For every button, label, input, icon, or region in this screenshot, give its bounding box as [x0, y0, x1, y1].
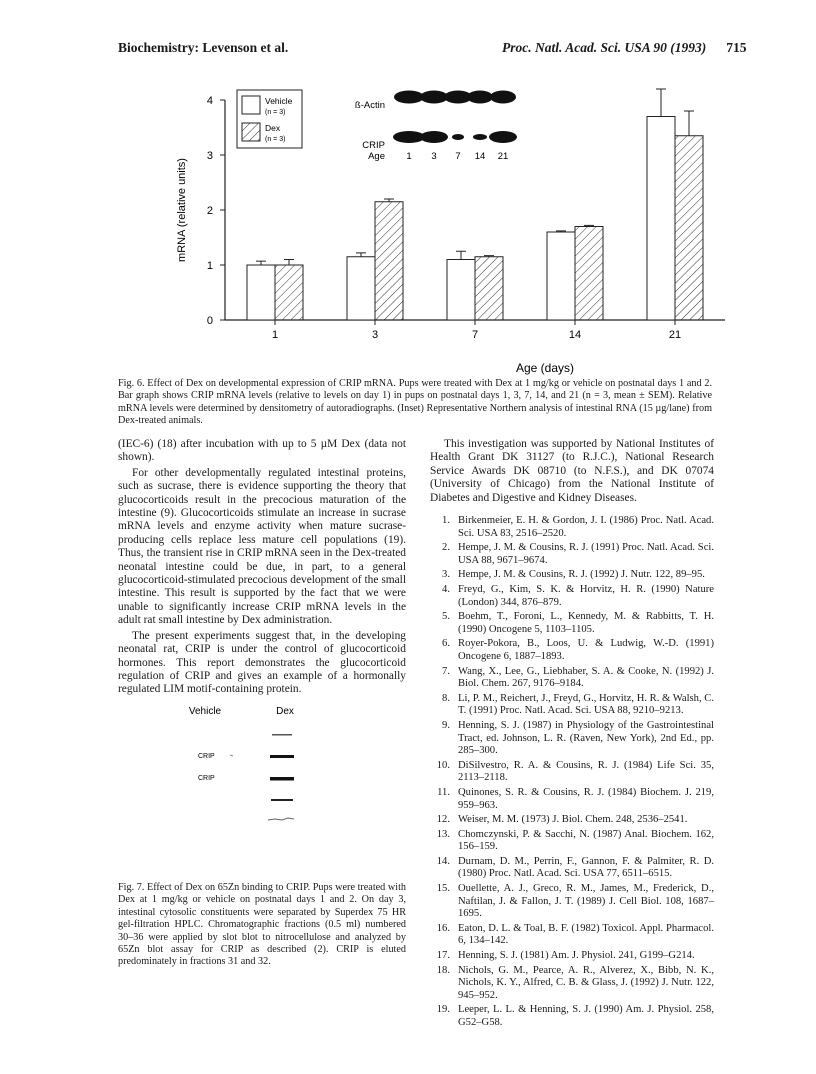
x-tick-label: 14 — [568, 329, 582, 341]
blot-col-dex: Dex — [276, 706, 294, 717]
running-header-left: Biochemistry: Levenson et al. — [118, 40, 289, 55]
reference-item — [430, 638, 714, 663]
legend-swatch — [242, 123, 260, 141]
reference-item — [430, 515, 714, 540]
reference-number: 9. — [442, 719, 450, 731]
reference-number: 5. — [442, 611, 450, 623]
reference-text: Royer-Pokora, B., Loos, U. & Ludwig, W.-D. (1991) Oncogene 6, 1887–1893. — [458, 638, 714, 662]
reference-number: 1. — [442, 515, 450, 527]
reference-text: Henning, S. J. (1981) Am. J. Physiol. 241, G199–G214. — [458, 950, 695, 962]
acknowledgment: This investigation was supported by National Institutes of Health Grant DK 31127 (to R.J.C.), National Research Service Awards DK 08710 (to N.F.S.), and DK 07074 (University of Chicago) from the National Institute of Diabetes and Digestive and Kidney Diseases. — [430, 438, 714, 504]
reference-number: 13. — [436, 828, 450, 840]
inset-crip-label: CRIP — [362, 140, 385, 151]
reference-item — [430, 856, 714, 881]
reference-item — [430, 720, 714, 758]
reference-text: Birkenmeier, E. H. & Gordon, J. I. (1986) Proc. Natl. Acad. Sci. USA 83, 2516–2520. — [458, 515, 714, 539]
journal-citation: Proc. Natl. Acad. Sci. USA 90 (1993) — [502, 40, 707, 55]
inset-lane-age: 3 — [431, 151, 437, 162]
inset-lane-age: 14 — [474, 151, 486, 162]
y-tick-label: 4 — [206, 95, 213, 107]
body-paragraph: The present experiments suggest that, in the developing neonatal rat, CRIP is under the control of glucocorticoid hormones. This report demonstrates the glucocorticoid regulation of CRIP and gives an example of a hormonally regulated LIM motif-containing protein. — [118, 629, 406, 696]
crip-band — [473, 134, 487, 140]
inset-lane-age: 1 — [406, 151, 412, 162]
reference-number: 19. — [436, 1004, 450, 1016]
legend-n-label: (n = 3) — [265, 136, 286, 143]
reference-text: Henning, S. J. (1987) in Physiology of the Gastrointestinal Tract, ed. Johnson, L. R. (Raven, New York), 2nd Ed., pp. 285–300. — [458, 719, 714, 757]
reference-number: 18. — [436, 964, 450, 976]
actin-band — [420, 91, 448, 104]
x-axis-label: Age (days) — [515, 361, 575, 375]
actin-band — [490, 91, 516, 104]
reference-list — [430, 515, 714, 1030]
bar-vehicle — [247, 265, 275, 320]
reference-item — [430, 829, 714, 854]
figure-6-caption: Fig. 6. Effect of Dex on developmental expression of CRIP mRNA. Pups were treated with Dex at 1 mg/kg or vehicle on postnatal days 1 and 2. Bar graph shows CRIP mRNA levels (relative to levels on day 1) in pups on postnatal days 1, 3, 7, 14, and 21 (n = 3, mean ± SEM). Relative mRNA levels were determined by densitometry of autoradiographs. (Inset) Representative Northern analysis of intestinal RNA (15 µg/lane) from Dex-treated animals. — [118, 378, 712, 427]
bar-dex — [275, 265, 303, 320]
reference-text: Quinones, S. R. & Cousins, R. J. (1984) Biochem. J. 219, 959–963. — [458, 786, 714, 811]
reference-number: 7. — [442, 665, 450, 677]
figure-7-caption: Fig. 7. Effect of Dex on 65Zn binding to CRIP. Pups were treated with Dex at 1 mg/kg or vehicle on postnatal days 1 and 2. On day 3, intestinal cytosolic constituents were separated by Superdex 75 HR gel-filtration HPLC. Chromatographic fractions (0.5 ml) numbered 30–36 were applied by slot blot to nitrocellulose and analyzed by 65Zn blot assay for CRIP as described (2). CRIP is eluted predominately in fractions 31 and 32. — [118, 882, 406, 968]
reference-text: Wang, X., Lee, G., Liebhaber, S. A. & Cooke, N. (1992) J. Biol. Chem. 267, 9176–9184. — [458, 665, 714, 690]
figure-6-bar-chart — [150, 70, 750, 400]
bar-vehicle — [447, 260, 475, 321]
bar-vehicle — [347, 257, 375, 320]
reference-number: 11. — [437, 786, 450, 798]
reference-text: Li, P. M., Reichert, J., Freyd, G., Horvitz, H. R. & Walsh, C. T. (1991) Proc. Natl. Acad. Sci. USA 88, 9210–9213. — [458, 692, 714, 717]
northern-blot-inset — [355, 91, 517, 163]
legend-n-label: (n = 3) — [265, 109, 286, 116]
vehicle-slot-faint — [230, 755, 233, 756]
bar-dex — [675, 136, 703, 320]
dex-slot-30 — [272, 734, 292, 736]
reference-item — [430, 814, 714, 827]
crip-band — [452, 134, 464, 140]
bar-dex — [375, 202, 403, 320]
reference-number: 8. — [442, 692, 450, 704]
legend-swatch — [242, 96, 260, 114]
reference-text: Boehm, T., Foroni, L., Kennedy, M. & Rabbitts, T. H. (1990) Oncogene 5, 1103–1105. — [458, 611, 714, 635]
page-number: 715 — [726, 40, 747, 55]
legend-label: Dex — [265, 123, 281, 133]
x-tick-label: 3 — [371, 329, 379, 341]
actin-band — [467, 91, 493, 104]
y-tick-label: 2 — [206, 205, 213, 217]
reference-text: Weiser, M. M. (1973) J. Biol. Chem. 248, 2536–2541. — [458, 814, 688, 826]
reference-number: 15. — [436, 883, 450, 895]
reference-item — [430, 666, 714, 691]
reference-item — [430, 950, 714, 963]
body-paragraph: For other developmentally regulated intestinal proteins, such as sucrase, there is evidence supporting the theory that glucocorticoids result in the precocious maturation of the intestine (9). Glucocorticoids stimulate an increase in sucrase mRNA levels and enzyme activity when mature sucrase-producing cells replace less mature cell populations (19). Thus, the transient rise in CRIP mRNA seen in the Dex-treated neonatal intestine could be due, in part, to a general glucocorticoid-stimulated precocious development of the small intestine. This result is supported by the fact that we were unable to significantly increase CRIP mRNA levels in the adult rat small intestine by Dex administration. — [118, 466, 406, 627]
y-tick-label: 0 — [206, 315, 213, 327]
bar-vehicle — [547, 232, 575, 320]
reference-number: 4. — [442, 584, 450, 595]
legend-label: Vehicle — [265, 96, 293, 106]
reference-item — [430, 569, 714, 582]
body-paragraph: (IEC-6) (18) after incubation with up to 5 µM Dex (data not shown). — [118, 438, 406, 464]
reference-item — [430, 923, 714, 948]
reference-number: 17. — [436, 950, 450, 962]
y-tick-label: 3 — [206, 150, 213, 162]
reference-text: Freyd, G., Kim, S. K. & Horvitz, H. R. (1990) Nature (London) 344, 876–879. — [458, 584, 714, 608]
bar-dex — [475, 257, 503, 320]
y-tick-label: 1 — [206, 260, 213, 272]
reference-text: Nichols, G. M., Pearce, A. R., Alverez, X., Bibb, N. K., Nichols, K. Y., Alfred, C. B. & Glass, J. (1992) J. Nutr. 122, 945–952. — [458, 964, 714, 1001]
reference-number: 12. — [436, 814, 450, 826]
reference-text: Durnam, D. M., Perrin, F., Gannon, F. & Palmiter, R. D. (1980) Proc. Natl. Acad. Sci. USA 77, 6511–6515. — [458, 855, 714, 880]
reference-number: 14. — [436, 855, 450, 867]
reference-item — [430, 693, 714, 718]
x-tick-label: 7 — [471, 329, 479, 341]
dex-slot-34 — [268, 818, 294, 820]
reference-number: 10. — [436, 759, 450, 771]
left-text-column — [118, 438, 406, 697]
reference-item — [430, 1004, 714, 1029]
reference-item — [430, 611, 714, 636]
reference-number: 6. — [442, 638, 450, 650]
actin-band — [394, 91, 424, 104]
reference-item — [430, 883, 714, 921]
crip-band — [420, 131, 448, 143]
reference-item — [430, 542, 714, 567]
x-tick-label: 1 — [271, 329, 279, 341]
reference-number: 3. — [442, 569, 450, 581]
bar-vehicle — [647, 117, 675, 321]
blot-row-label: CRIP — [198, 753, 215, 760]
right-text-column — [430, 438, 714, 1032]
reference-text: DiSilvestro, R. A. & Cousins, R. J. (1984) Life Sci. 35, 2113–2118. — [458, 759, 714, 784]
reference-text: Leeper, L. L. & Henning, S. J. (1990) Am. J. Physiol. 258, G52–G58. — [458, 1004, 714, 1028]
figure-7-slot-blot — [160, 702, 330, 832]
reference-text: Chomczynski, P. & Sacchi, N. (1987) Anal. Biochem. 162, 156–159. — [458, 828, 714, 853]
inset-lane-age: 21 — [497, 151, 509, 162]
reference-text: Eaton, D. L. & Toal, B. F. (1982) Toxicol. Appl. Pharmacol. 6, 134–142. — [458, 922, 714, 947]
x-tick-label: 21 — [668, 329, 682, 341]
dex-slot-33 — [271, 799, 293, 801]
dex-slot-32 — [270, 777, 294, 781]
blot-col-vehicle: Vehicle — [188, 706, 222, 717]
reference-text: Ouellette, A. J., Greco, R. M., James, M., Frederick, D., Naftilan, J. & Fallon, J. T. (1989) J. Cell Biol. 108, 1687–1695. — [458, 883, 714, 920]
inset-actin-label: ß-Actin — [354, 100, 385, 111]
reference-item — [430, 965, 714, 1003]
inset-lane-age: 7 — [455, 151, 461, 162]
reference-item — [430, 787, 714, 812]
chart-legend — [237, 90, 302, 148]
running-header-right — [502, 40, 747, 56]
chart-bars — [247, 89, 703, 320]
reference-text: Hempe, J. M. & Cousins, R. J. (1991) Proc. Natl. Acad. Sci. USA 88, 9671–9674. — [458, 542, 714, 566]
y-axis-label: mRNA (relative units) — [176, 158, 188, 262]
reference-item — [430, 584, 714, 609]
bar-dex — [575, 227, 603, 321]
crip-band — [489, 131, 517, 143]
dex-slot-31 — [270, 755, 294, 758]
blot-row-label: CRIP — [198, 775, 215, 782]
reference-number: 16. — [436, 922, 450, 934]
inset-age-label: Age — [368, 151, 385, 162]
reference-text: Hempe, J. M. & Cousins, R. J. (1992) J. Nutr. 122, 89–95. — [458, 569, 705, 581]
reference-number: 2. — [442, 542, 450, 554]
reference-item — [430, 760, 714, 785]
